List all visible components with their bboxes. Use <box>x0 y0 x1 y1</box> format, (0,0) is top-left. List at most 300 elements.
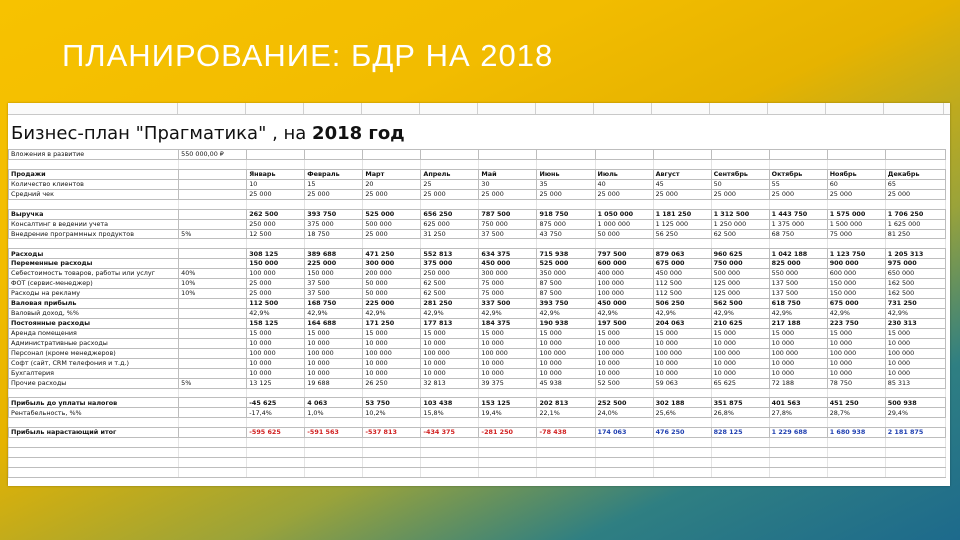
table-row <box>9 348 946 358</box>
table-row <box>9 169 946 179</box>
table-row <box>9 398 946 408</box>
month-value: 1 123 750 <box>827 249 885 259</box>
empty-cell <box>363 159 421 169</box>
table-row <box>9 428 946 438</box>
column-header-cell <box>8 103 178 114</box>
row-percent <box>179 259 247 269</box>
month-value: 25 000 <box>537 189 595 199</box>
month-value: 100 000 <box>595 289 653 299</box>
month-value: 100 000 <box>827 348 885 358</box>
empty-cell <box>537 438 595 448</box>
month-value: 137 500 <box>769 289 827 299</box>
empty-cell <box>363 239 421 249</box>
month-value: 10 000 <box>537 338 595 348</box>
month-value: 42,9% <box>421 309 479 319</box>
empty-cell <box>537 159 595 169</box>
row-label: Прочие расходы <box>9 378 179 388</box>
month-value: 56 250 <box>653 229 711 239</box>
column-header-cell <box>768 103 826 114</box>
month-value: 100 000 <box>305 348 363 358</box>
month-value: 42,9% <box>885 309 945 319</box>
empty-cell <box>305 468 363 478</box>
month-value: 112 500 <box>653 279 711 289</box>
row-label: Средний чек <box>9 189 179 199</box>
month-value: 1 706 250 <box>885 209 945 219</box>
blank-row <box>9 448 946 458</box>
table-row <box>9 318 946 328</box>
row-percent <box>179 169 247 179</box>
row-label: Аренда помещения <box>9 328 179 338</box>
empty-cell <box>247 438 305 448</box>
month-value: 15 000 <box>653 328 711 338</box>
month-value: 552 813 <box>421 249 479 259</box>
month-value: 100 000 <box>885 348 945 358</box>
month-value: 75 000 <box>479 289 537 299</box>
blank-row <box>9 418 946 428</box>
month-value: 26,8% <box>711 408 769 418</box>
month-value: 650 000 <box>885 269 945 279</box>
empty-cell <box>653 458 711 468</box>
spreadsheet-image <box>8 103 950 486</box>
empty-cell <box>595 388 653 398</box>
empty-cell <box>179 418 247 428</box>
month-value: 65 625 <box>711 378 769 388</box>
empty-cell <box>595 448 653 458</box>
empty-cell <box>179 468 247 478</box>
month-value: 25 000 <box>247 189 305 199</box>
table-row <box>9 179 946 189</box>
empty-cell <box>479 159 537 169</box>
month-value: 25 000 <box>769 189 827 199</box>
month-value: 100 000 <box>653 348 711 358</box>
month-value: 25,6% <box>653 408 711 418</box>
month-value: 15 000 <box>827 328 885 338</box>
month-value: 15 000 <box>305 328 363 338</box>
month-value: Февраль <box>305 169 363 179</box>
month-value: 37 500 <box>479 229 537 239</box>
month-value: Январь <box>247 169 305 179</box>
month-value: 10 000 <box>537 358 595 368</box>
month-value: Июль <box>595 169 653 179</box>
row-label: Рентабельность, %% <box>9 408 179 418</box>
empty-cell <box>711 448 769 458</box>
row-percent: 40% <box>179 269 247 279</box>
month-value <box>653 150 711 160</box>
month-value <box>537 150 595 160</box>
month-value <box>885 150 945 160</box>
month-value: 204 063 <box>653 318 711 328</box>
month-value: 400 000 <box>595 269 653 279</box>
month-value: 300 000 <box>363 259 421 269</box>
empty-cell <box>479 448 537 458</box>
month-value: 10 000 <box>827 358 885 368</box>
month-value: 230 313 <box>885 318 945 328</box>
row-label: Внедрение программных продуктов <box>9 229 179 239</box>
month-value: 100 000 <box>595 348 653 358</box>
month-value: 1 500 000 <box>827 219 885 229</box>
budget-table <box>8 149 946 478</box>
month-value: 158 125 <box>247 318 305 328</box>
month-value: 2 181 875 <box>885 428 945 438</box>
row-label: Валовый доход, %% <box>9 309 179 319</box>
month-value: 100 000 <box>711 348 769 358</box>
column-header-cell <box>420 103 478 114</box>
month-value: 100 000 <box>247 348 305 358</box>
month-value: 15 000 <box>711 328 769 338</box>
month-value: 10 000 <box>421 358 479 368</box>
month-value: 15 000 <box>363 328 421 338</box>
empty-cell <box>885 388 945 398</box>
month-value: 634 375 <box>479 249 537 259</box>
month-value: 177 813 <box>421 318 479 328</box>
month-value: 30 <box>479 179 537 189</box>
row-percent <box>179 189 247 199</box>
empty-cell <box>247 468 305 478</box>
row-percent: 5% <box>179 378 247 388</box>
month-value: 217 188 <box>769 318 827 328</box>
month-value: Октябрь <box>769 169 827 179</box>
table-row <box>9 289 946 299</box>
month-value: 1 680 938 <box>827 428 885 438</box>
month-value: 53 750 <box>363 398 421 408</box>
month-value <box>421 150 479 160</box>
month-value: 137 500 <box>769 279 827 289</box>
empty-cell <box>363 458 421 468</box>
empty-cell <box>479 199 537 209</box>
empty-cell <box>827 418 885 428</box>
month-value: 1 229 688 <box>769 428 827 438</box>
row-label: Прибыль нарастающий итог <box>9 428 179 438</box>
empty-cell <box>537 418 595 428</box>
month-value: 100 000 <box>247 269 305 279</box>
month-value: 25 000 <box>653 189 711 199</box>
empty-cell <box>537 448 595 458</box>
empty-cell <box>827 438 885 448</box>
month-value: 450 000 <box>595 299 653 309</box>
month-value <box>479 150 537 160</box>
month-value: 10 000 <box>247 368 305 378</box>
blank-row <box>9 468 946 478</box>
month-value: 13 125 <box>247 378 305 388</box>
month-value: 184 375 <box>479 318 537 328</box>
empty-cell <box>9 239 179 249</box>
empty-cell <box>769 458 827 468</box>
empty-cell <box>179 438 247 448</box>
row-label: Продажи <box>9 169 179 179</box>
empty-cell <box>9 199 179 209</box>
row-label: Вложения в развитие <box>9 150 179 160</box>
month-value: 15 000 <box>885 328 945 338</box>
month-value: 32 813 <box>421 378 479 388</box>
row-percent: 5% <box>179 229 247 239</box>
table-row <box>9 368 946 378</box>
empty-cell <box>247 418 305 428</box>
month-value: 879 063 <box>653 249 711 259</box>
empty-cell <box>421 418 479 428</box>
empty-cell <box>711 468 769 478</box>
empty-cell <box>9 438 179 448</box>
month-value: 10 <box>247 179 305 189</box>
month-value: 25 000 <box>421 189 479 199</box>
month-value: 351 875 <box>711 398 769 408</box>
table-row <box>9 358 946 368</box>
empty-cell <box>179 159 247 169</box>
month-value: 202 813 <box>537 398 595 408</box>
month-value: 200 000 <box>363 269 421 279</box>
month-value: 164 688 <box>305 318 363 328</box>
month-value: 875 000 <box>537 219 595 229</box>
month-value: 27,8% <box>769 408 827 418</box>
table-row <box>9 408 946 418</box>
month-value: 10 000 <box>885 368 945 378</box>
month-value: 10 000 <box>305 368 363 378</box>
month-value: -537 813 <box>363 428 421 438</box>
month-value: 75 000 <box>479 279 537 289</box>
month-value: 35 <box>537 179 595 189</box>
empty-cell <box>537 199 595 209</box>
month-value: -281 250 <box>479 428 537 438</box>
month-value: Ноябрь <box>827 169 885 179</box>
row-label: Бухгалтерия <box>9 368 179 378</box>
empty-cell <box>9 388 179 398</box>
month-value: 25 000 <box>711 189 769 199</box>
month-value <box>363 150 421 160</box>
empty-cell <box>595 159 653 169</box>
month-value: 100 000 <box>537 348 595 358</box>
empty-cell <box>305 159 363 169</box>
row-label: Себестоимость товаров, работы или услуг <box>9 269 179 279</box>
empty-cell <box>9 159 179 169</box>
month-value: 15 000 <box>421 328 479 338</box>
month-value: 45 <box>653 179 711 189</box>
empty-cell <box>479 418 537 428</box>
empty-cell <box>247 159 305 169</box>
month-value: 150 000 <box>247 259 305 269</box>
row-label: ФОТ (сервис-менеджер) <box>9 279 179 289</box>
month-value: 60 <box>827 179 885 189</box>
month-value: Сентябрь <box>711 169 769 179</box>
month-value: 10 000 <box>769 368 827 378</box>
empty-cell <box>305 438 363 448</box>
month-value: 960 625 <box>711 249 769 259</box>
month-value: 25 000 <box>479 189 537 199</box>
column-header-cell <box>652 103 710 114</box>
month-value: 75 000 <box>827 229 885 239</box>
empty-cell <box>595 239 653 249</box>
row-percent <box>179 338 247 348</box>
row-label: Административные расходы <box>9 338 179 348</box>
month-value: 150 000 <box>827 279 885 289</box>
month-value: 125 000 <box>711 279 769 289</box>
month-value: 85 313 <box>885 378 945 388</box>
blank-row <box>9 458 946 468</box>
table-row <box>9 209 946 219</box>
empty-cell <box>711 418 769 428</box>
empty-cell <box>537 388 595 398</box>
month-value: 42,9% <box>537 309 595 319</box>
row-percent <box>179 219 247 229</box>
month-value: 42,9% <box>247 309 305 319</box>
month-value: 1 312 500 <box>711 209 769 219</box>
month-value: 162 500 <box>885 279 945 289</box>
row-percent: 10% <box>179 289 247 299</box>
month-value: 26 250 <box>363 378 421 388</box>
empty-cell <box>247 458 305 468</box>
month-value: 15 000 <box>537 328 595 338</box>
empty-cell <box>595 438 653 448</box>
month-value: 40 <box>595 179 653 189</box>
month-value: 25 000 <box>595 189 653 199</box>
column-header-cell <box>178 103 246 114</box>
month-value: 174 063 <box>595 428 653 438</box>
month-value: 525 000 <box>537 259 595 269</box>
month-value: 15 000 <box>595 328 653 338</box>
empty-cell <box>247 199 305 209</box>
month-value: 19 688 <box>305 378 363 388</box>
empty-cell <box>479 458 537 468</box>
blank-row <box>9 159 946 169</box>
month-value: 28,7% <box>827 408 885 418</box>
month-value: 10 000 <box>769 358 827 368</box>
month-value: 300 000 <box>479 269 537 279</box>
month-value: 100 000 <box>595 279 653 289</box>
empty-cell <box>595 468 653 478</box>
month-value: 10 000 <box>769 338 827 348</box>
month-value: -45 625 <box>247 398 305 408</box>
empty-cell <box>769 159 827 169</box>
month-value: 450 000 <box>479 259 537 269</box>
row-label: Софт (сайт, CRM телефония и т.д.) <box>9 358 179 368</box>
month-value: 10 000 <box>363 338 421 348</box>
month-value <box>305 150 363 160</box>
month-value: 87 500 <box>537 289 595 299</box>
empty-cell <box>885 438 945 448</box>
column-header-cell <box>710 103 768 114</box>
empty-cell <box>479 468 537 478</box>
month-value: 252 500 <box>595 398 653 408</box>
empty-cell <box>537 468 595 478</box>
empty-cell <box>421 438 479 448</box>
month-value: 112 500 <box>247 299 305 309</box>
empty-cell <box>537 239 595 249</box>
row-percent <box>179 428 247 438</box>
month-value: 50 000 <box>595 229 653 239</box>
month-value: 39 375 <box>479 378 537 388</box>
month-value: 10 000 <box>421 338 479 348</box>
column-header-cell <box>304 103 362 114</box>
empty-cell <box>885 468 945 478</box>
empty-cell <box>9 448 179 458</box>
empty-cell <box>653 388 711 398</box>
month-value: 62 500 <box>421 289 479 299</box>
month-value: 55 <box>769 179 827 189</box>
month-value: 42,9% <box>711 309 769 319</box>
empty-cell <box>179 458 247 468</box>
month-value: 43 750 <box>537 229 595 239</box>
month-value: 10 000 <box>653 368 711 378</box>
month-value: 24,0% <box>595 408 653 418</box>
month-value: 10 000 <box>711 358 769 368</box>
row-label: Количество клиентов <box>9 179 179 189</box>
row-percent: 10% <box>179 279 247 289</box>
month-value: 10,2% <box>363 408 421 418</box>
slide-title: ПЛАНИРОВАНИЕ: БДР НА 2018 <box>62 38 554 73</box>
row-percent <box>179 408 247 418</box>
month-value: 1 443 750 <box>769 209 827 219</box>
month-value: 562 500 <box>711 299 769 309</box>
month-value: 1 181 250 <box>653 209 711 219</box>
empty-cell <box>827 448 885 458</box>
month-value: 715 938 <box>537 249 595 259</box>
table-row <box>9 378 946 388</box>
month-value: 1 575 000 <box>827 209 885 219</box>
column-header-cell <box>826 103 884 114</box>
month-value: 190 938 <box>537 318 595 328</box>
empty-cell <box>769 199 827 209</box>
month-value: 65 <box>885 179 945 189</box>
month-value: 25 000 <box>363 229 421 239</box>
column-headers <box>8 103 950 115</box>
month-value: 10 000 <box>827 368 885 378</box>
month-value: -78 438 <box>537 428 595 438</box>
month-value: 50 <box>711 179 769 189</box>
empty-cell <box>595 458 653 468</box>
month-value: 225 000 <box>363 299 421 309</box>
empty-cell <box>653 468 711 478</box>
month-value: 42,9% <box>479 309 537 319</box>
month-value: 750 000 <box>479 219 537 229</box>
empty-cell <box>711 458 769 468</box>
month-value: 828 125 <box>711 428 769 438</box>
month-value: 600 000 <box>827 269 885 279</box>
month-value: 250 000 <box>247 219 305 229</box>
empty-cell <box>885 199 945 209</box>
month-value: 18 750 <box>305 229 363 239</box>
month-value: 171 250 <box>363 318 421 328</box>
month-value: 451 250 <box>827 398 885 408</box>
table-row <box>9 219 946 229</box>
empty-cell <box>885 239 945 249</box>
month-value: 210 625 <box>711 318 769 328</box>
month-value: 100 000 <box>479 348 537 358</box>
empty-cell <box>885 458 945 468</box>
month-value <box>827 150 885 160</box>
month-value: 308 125 <box>247 249 305 259</box>
month-value: 1,0% <box>305 408 363 418</box>
table-row <box>9 338 946 348</box>
month-value: Май <box>479 169 537 179</box>
month-value: 1 042 188 <box>769 249 827 259</box>
month-value: 10 000 <box>305 338 363 348</box>
month-value: 262 500 <box>247 209 305 219</box>
month-value: -17,4% <box>247 408 305 418</box>
empty-cell <box>305 448 363 458</box>
empty-cell <box>363 468 421 478</box>
month-value: 302 188 <box>653 398 711 408</box>
month-value: 78 750 <box>827 378 885 388</box>
month-value: 50 000 <box>363 279 421 289</box>
month-value: 250 000 <box>421 269 479 279</box>
empty-cell <box>363 448 421 458</box>
month-value: 375 000 <box>421 259 479 269</box>
empty-cell <box>305 458 363 468</box>
empty-cell <box>769 418 827 428</box>
month-value: 281 250 <box>421 299 479 309</box>
month-value: -434 375 <box>421 428 479 438</box>
blank-row <box>9 438 946 448</box>
month-value: 918 750 <box>537 209 595 219</box>
month-value: 10 000 <box>421 368 479 378</box>
